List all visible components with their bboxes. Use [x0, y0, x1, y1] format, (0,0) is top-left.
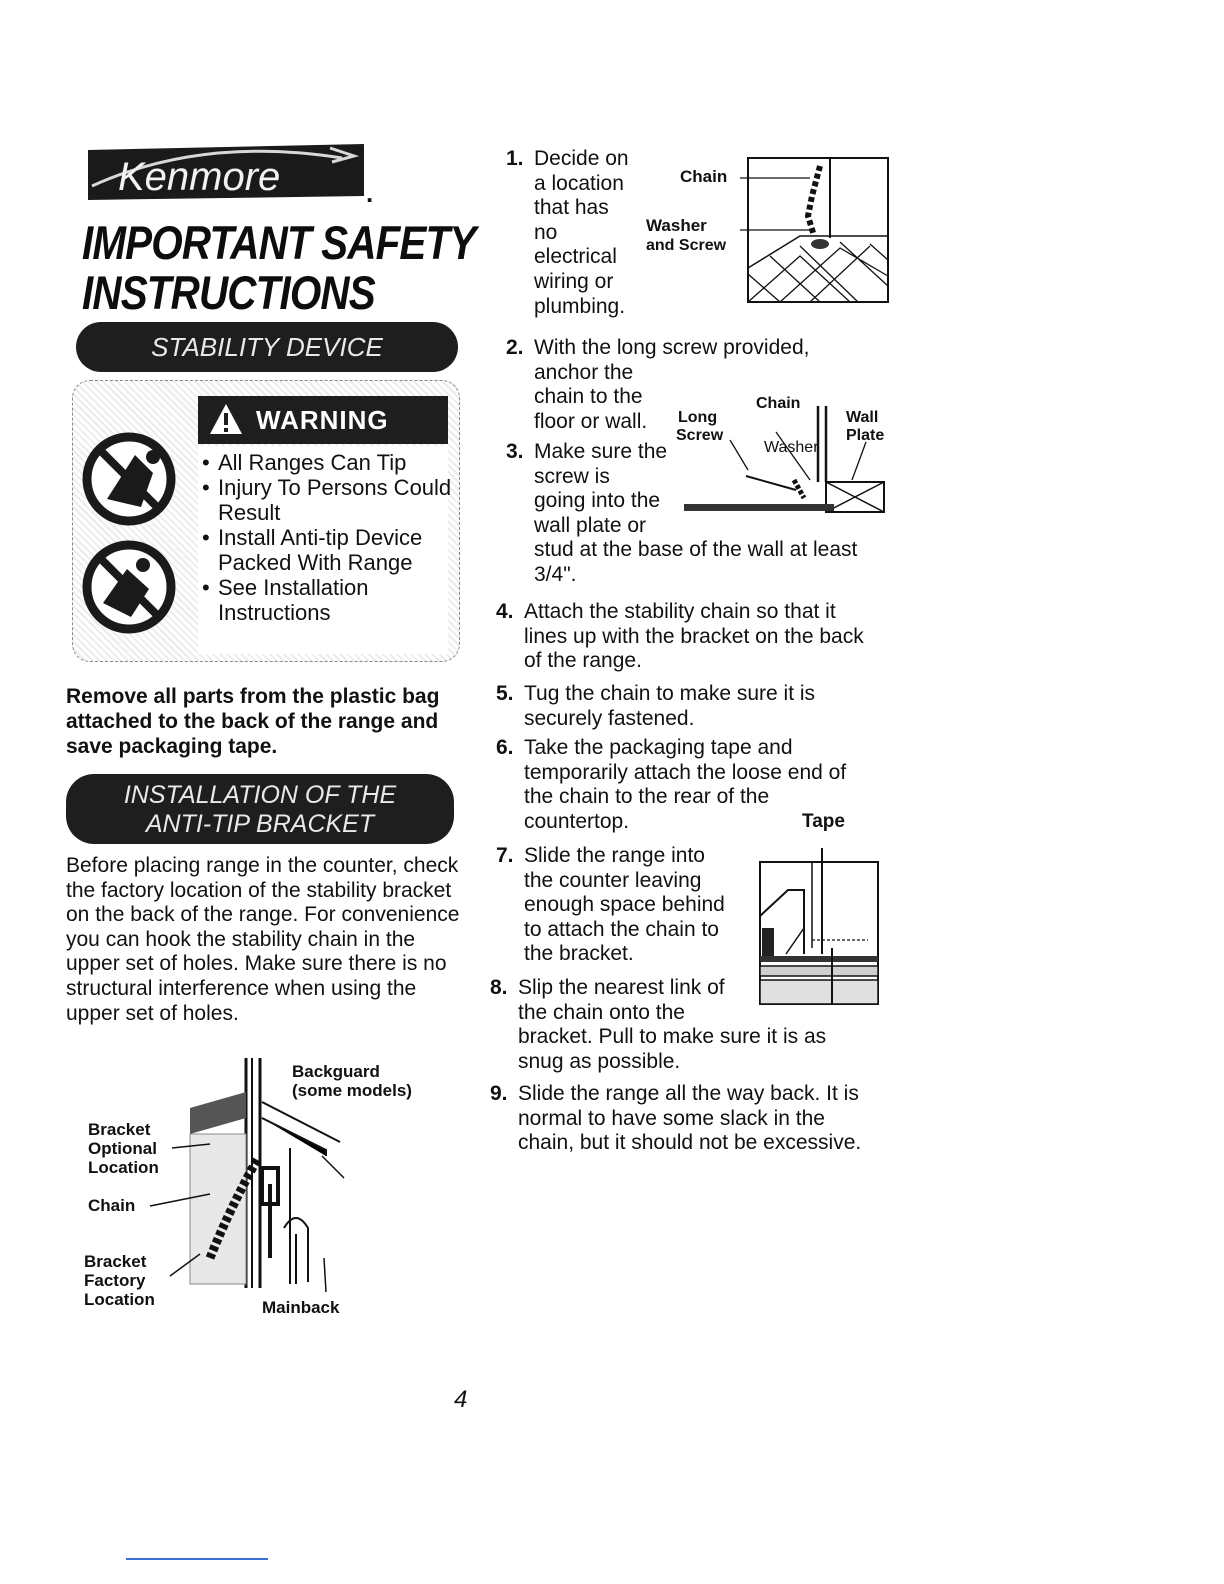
title-line-2: INSTRUCTIONS: [82, 266, 375, 319]
label-screw: Screw: [676, 427, 724, 444]
step-line: screw is: [534, 464, 610, 488]
step-number: 9.: [490, 1082, 508, 1105]
step-line: temporarily attach the loose end of: [524, 760, 847, 784]
section-header-stability: [76, 322, 458, 372]
no-tip-icons: [81, 421, 201, 661]
step-line: going into the: [534, 489, 661, 513]
label-wall: Wall: [846, 409, 879, 426]
step-number: 1.: [506, 147, 524, 170]
step-line: Take the packaging tape and: [524, 736, 793, 759]
step-number: 8.: [490, 976, 508, 999]
label-bracket-optional-2: Optional: [88, 1139, 157, 1158]
label-washer-1: Washer: [646, 216, 707, 235]
step-number: 4.: [496, 600, 514, 623]
warning-item: • Injury To Persons Could Result: [202, 475, 452, 525]
step-line: to attach the chain to: [524, 917, 719, 941]
label-backguard-note: (some models): [292, 1081, 412, 1100]
logo-period: .: [366, 178, 374, 204]
section-header-installation-line-2: ANTI-TIP BRACKET: [145, 810, 375, 838]
no-tipping-icon: [87, 545, 171, 629]
label-washer-3: Washer: [764, 439, 819, 456]
step-line: With the long screw provided,: [534, 336, 810, 359]
section-header-installation: [66, 774, 454, 844]
step-line: snug as possible.: [518, 1049, 681, 1073]
step-number: 6.: [496, 736, 514, 759]
label-chain: Chain: [88, 1196, 136, 1215]
step-line: that has: [534, 196, 609, 220]
step-line: the counter leaving: [524, 868, 702, 892]
step-line: anchor the: [534, 360, 634, 384]
step-line: countertop.: [524, 809, 630, 833]
label-backguard: Backguard: [292, 1062, 380, 1081]
step-line: Slide the range into: [524, 844, 705, 867]
step-line: bracket. Pull to make sure it is as: [518, 1025, 827, 1049]
step-number: 3.: [506, 440, 524, 463]
step-line: floor or wall.: [534, 409, 648, 433]
label-bracket-factory-2: Factory: [84, 1271, 146, 1290]
step-line: Make sure the: [534, 440, 668, 463]
step-line: stud at the base of the wall at least: [534, 538, 858, 562]
no-climbing-icon: [87, 437, 171, 521]
label-bracket-factory-3: Location: [84, 1290, 155, 1309]
remove-parts-notice: Remove all parts from the plastic bag attached to the back of the range and save packaging tape.: [66, 685, 440, 758]
warning-triangle-icon: [208, 402, 244, 436]
step-line: enough space behind: [524, 893, 725, 917]
step-line: lines up with the bracket on the back: [524, 624, 864, 648]
step-line: no: [534, 220, 558, 244]
title-line-1: IMPORTANT SAFETY: [82, 216, 476, 269]
step-line: chain, but it should not be excessive.: [518, 1131, 862, 1155]
label-chain-2: Chain: [756, 395, 801, 412]
step-line: the chain to the rear of the: [524, 785, 770, 809]
label-bracket-optional-1: Bracket: [88, 1120, 151, 1139]
warning-label: [198, 396, 448, 444]
step-number: 2.: [506, 336, 524, 359]
logo-text: Kenmore: [118, 155, 281, 199]
label-plate: Plate: [846, 427, 885, 444]
page-number: 4: [454, 1386, 468, 1413]
step-line: wall plate or: [534, 513, 647, 537]
warning-list: [202, 450, 452, 625]
step-line: Decide on: [534, 147, 629, 170]
step-line: plumbing.: [534, 294, 626, 318]
warning-item: • See Installation Instructions: [202, 575, 452, 625]
label-bracket-optional-3: Location: [88, 1158, 159, 1177]
chain-anchor-diagram: [740, 156, 890, 304]
step-number: 7.: [496, 844, 514, 867]
label-washer-2: and Screw: [646, 237, 727, 254]
step-line: of the range.: [524, 649, 642, 673]
section-header-installation-line-1: INSTALLATION OF THE: [123, 781, 397, 809]
step-line: Slide the range all the way back. It is: [518, 1082, 859, 1105]
step-line: securely fastened.: [524, 706, 695, 730]
warning-label-text: WARNING: [256, 405, 389, 435]
step-number: 5.: [496, 682, 514, 705]
label-tape: Tape: [802, 811, 845, 832]
footer-rule: [126, 1558, 268, 1560]
label-long: Long: [678, 409, 718, 426]
step-line: 3/4".: [534, 562, 577, 586]
warning-item: • All Ranges Can Tip: [202, 450, 452, 475]
label-chain-1: Chain: [680, 167, 728, 186]
step-line: the bracket.: [524, 942, 634, 966]
label-mainback: Mainback: [262, 1298, 340, 1317]
step-line: Tug the chain to make sure it is: [524, 682, 816, 705]
step-line: Attach the stability chain so that it: [524, 600, 836, 623]
page-title: [82, 216, 476, 319]
step-line: electrical: [534, 245, 617, 269]
section-header-stability-label: STABILITY DEVICE: [151, 332, 383, 362]
step-line: normal to have some slack in the: [518, 1106, 825, 1130]
step-line: Slip the nearest link of: [518, 976, 725, 999]
warning-item: • Install Anti-tip Device Packed With Range: [202, 525, 452, 575]
label-bracket-factory-1: Bracket: [84, 1252, 147, 1271]
intro-paragraph: Before placing range in the counter, check the factory location of the stability bracket on the back of the range. For convenience you can hook the stability chain in the upper set of holes. Make sure there is no structural interference when using the upper set of holes.: [66, 854, 460, 1025]
step-line: wiring or: [534, 269, 614, 293]
step-line: a location: [534, 171, 624, 195]
kenmore-logo: [82, 142, 374, 204]
step-line: chain to the: [534, 385, 643, 409]
step-line: the chain onto the: [518, 1000, 685, 1024]
